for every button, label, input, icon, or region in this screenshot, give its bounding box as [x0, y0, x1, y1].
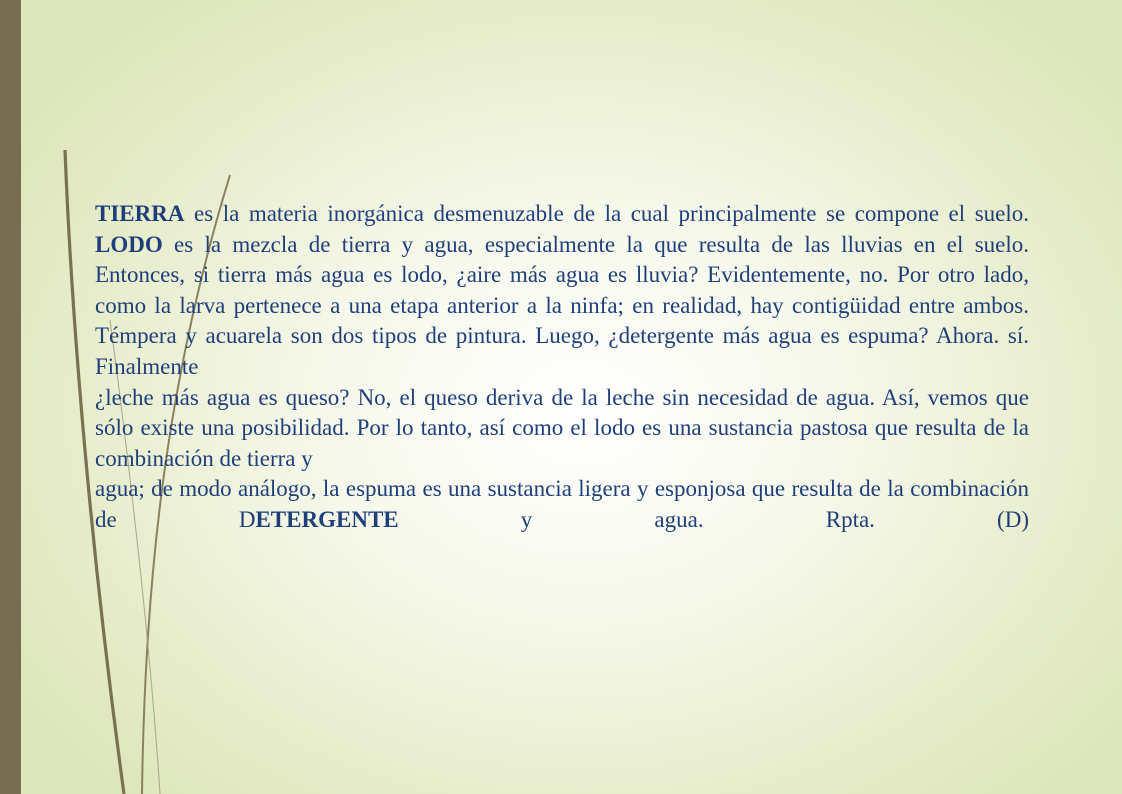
text-segment: ¿leche más agua es queso? No, el queso deriva de la leche sin necesidad de agua. Así, vemos que sólo existe una posibilidad. Por lo tanto, así como el lodo es una sustancia pastosa que resulta de la combinación de tierra y — [95, 384, 1029, 471]
text-segment: y agua. Rpta. (D) — [398, 506, 1029, 532]
text-segment: es la materia inorgánica desmenuzable de la cual principalmente se compone el suelo. — [184, 201, 1029, 226]
keyword-tierra: TIERRA — [95, 201, 185, 226]
paragraph-1 — [95, 199, 1029, 383]
keyword-lodo: LODO — [95, 231, 163, 257]
paragraph-2 — [95, 383, 1029, 475]
keyword-detergente: ETERGENTE — [255, 506, 399, 532]
slide-text-body — [95, 199, 1029, 536]
text-segment: es la mezcla de tierra y agua, especialmente la que resulta de las lluvias en el suelo. Entonces, si tierra más agua es lodo, ¿aire más agua es lluvia? Evidentemente, no. Por otro lado, como la larva pertenece a una etapa anterior a la ninfa; en realidad, hay contigüidad entre ambos. Témpera y acuarela son dos tipos de pintura. Luego, ¿detergente más agua es espuma? Ahora. sí. Finalmente — [95, 231, 1029, 379]
paragraph-3 — [95, 474, 1029, 535]
text-segment: agua; de modo análogo, la espuma es una sustancia ligera y esponjosa que resulta de la combinación de D — [95, 476, 1029, 532]
